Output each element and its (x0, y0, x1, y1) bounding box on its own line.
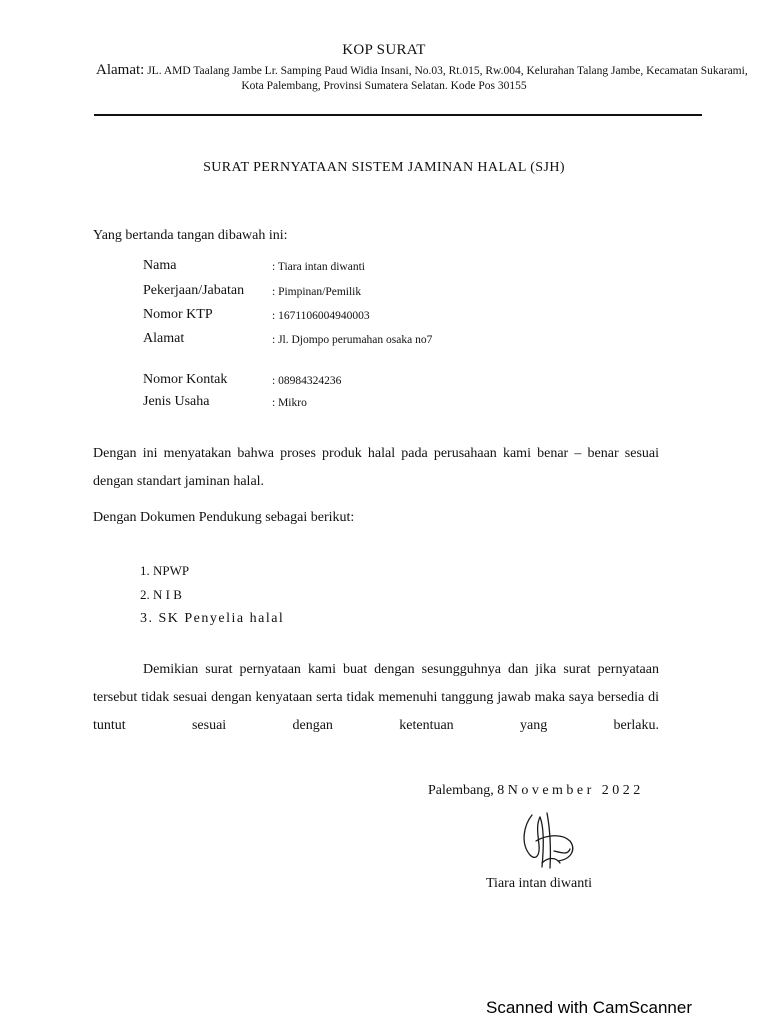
documents-intro: Dengan Dokumen Pendukung sebagai berikut: (93, 510, 355, 525)
document-name: N I B (153, 587, 182, 602)
document-name: NPWP (153, 563, 190, 578)
letterhead-address-line2: Kota Palembang, Provinsi Sumatera Selatan. Kode Pos 30155 (241, 80, 527, 92)
letterhead-title: KOP SURAT (342, 42, 426, 58)
document-item (140, 611, 284, 627)
document-item (140, 563, 189, 579)
document-title: SURAT PERNYATAAN SISTEM JAMINAN HALAL (SJH) (203, 160, 565, 175)
document-name: SK Penyelia halal (158, 611, 285, 626)
document-item (140, 587, 182, 603)
field-value-kontak: : 08984324236 (272, 375, 342, 387)
date-text: November 2022 (507, 783, 644, 798)
closing-paragraph: Demikian surat pernyataan kami buat dengan sesungguhnya dan jika surat pernyataan tersebut tidak sesuai dengan kenyataan serta tidak memenuhi tanggung jawab maka saya bersedia di tuntut sesuai dengan ketentuan yang berlaku. (93, 662, 659, 733)
field-value-ktp: : 1671106004940003 (272, 310, 370, 322)
field-value-pekerjaan: : Pimpinan/Pemilik (272, 286, 362, 298)
field-label-nama: Nama (143, 258, 177, 273)
place-and-date (428, 783, 644, 799)
address-text: JL. AMD Taalang Jambe Lr. Samping Paud Widia Insani, No.03, Rt.015, Rw.004, Kelurahan Talang Jambe, Kecamatan Sukarami, (144, 65, 748, 77)
field-label-jenis-usaha: Jenis Usaha (143, 394, 210, 409)
statement-paragraph: Dengan ini menyatakan bahwa proses produk halal pada perusahaan kami benar – benar sesuai dengan standart jaminan halal. (93, 446, 659, 489)
field-value-nama: : Tiara intan diwanti (272, 261, 365, 273)
intro-text: Yang bertanda tangan dibawah ini: (93, 228, 288, 243)
field-label-kontak: Nomor Kontak (143, 372, 228, 387)
letterhead-divider (94, 114, 702, 116)
field-label-ktp: Nomor KTP (143, 307, 213, 322)
document-number: 2. (140, 587, 150, 602)
field-label-alamat: Alamat (143, 331, 185, 346)
signature-image (510, 805, 590, 875)
address-label: Alamat: (96, 62, 145, 78)
letterhead-address-line1 (96, 62, 748, 79)
field-label-pekerjaan: Pekerjaan/Jabatan (143, 283, 245, 298)
field-value-jenis-usaha: : Mikro (272, 397, 307, 409)
scanner-watermark: Scanned with CamScanner (485, 998, 692, 1017)
field-value-alamat: : Jl. Djompo perumahan osaka no7 (272, 334, 433, 346)
document-number: 3. (140, 611, 154, 626)
document-number: 1. (140, 563, 150, 578)
place-text: Palembang, 8 (428, 783, 508, 798)
signer-name: Tiara intan diwanti (486, 876, 593, 891)
